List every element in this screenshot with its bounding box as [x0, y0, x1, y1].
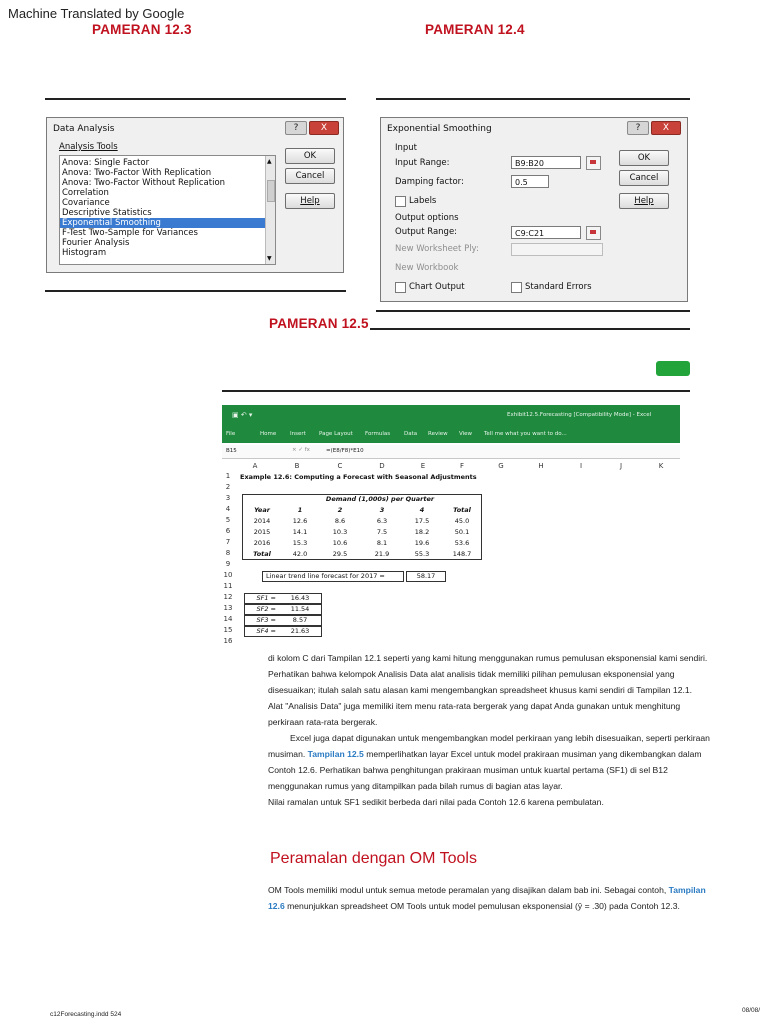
- column-header[interactable]: E: [420, 462, 426, 470]
- column-header[interactable]: C: [337, 462, 343, 470]
- excel-window: [222, 405, 680, 650]
- standard-errors-label: Standard Errors: [525, 282, 592, 292]
- text-span: musiman.: [268, 749, 308, 759]
- tab-view[interactable]: View: [459, 431, 473, 437]
- cell[interactable]: 53.6: [454, 539, 470, 547]
- analysis-tools-label: Analysis Tools: [59, 142, 118, 152]
- range-collapse-icon[interactable]: [586, 156, 601, 170]
- row-header[interactable]: 2: [225, 483, 231, 491]
- analysis-tools-list[interactable]: [59, 155, 276, 265]
- exhibit-12-3-title: PAMERAN 12.3: [92, 22, 192, 37]
- text-line: [268, 898, 743, 914]
- input-group-label: Input: [395, 143, 418, 153]
- column-header[interactable]: A: [252, 462, 258, 470]
- divider: [376, 310, 690, 312]
- green-button[interactable]: [656, 361, 690, 376]
- list-item[interactable]: F-Test Two-Sample for Variances: [62, 228, 198, 238]
- scroll-thumb[interactable]: [267, 180, 275, 202]
- row-header[interactable]: 8: [225, 549, 231, 557]
- list-item[interactable]: Fourier Analysis: [62, 238, 130, 248]
- column-header[interactable]: I: [579, 462, 583, 470]
- row-header[interactable]: 5: [225, 516, 231, 524]
- cell[interactable]: 8.6: [334, 517, 346, 525]
- exhibit-12-6-link[interactable]: 12.6: [268, 901, 285, 911]
- cell[interactable]: 16.43: [290, 594, 310, 602]
- cell[interactable]: Example 12.6: Computing a Forecast with Seasonal Adjustments: [240, 473, 477, 481]
- column-header[interactable]: D: [379, 462, 385, 470]
- text-line: di kolom C dari Tampilan 12.1 seperti yang kami hitung menggunakan rumus pemulusan eksponensial kami sendiri.: [268, 653, 708, 663]
- cell[interactable]: 10.6: [332, 539, 348, 547]
- row-header[interactable]: 6: [225, 527, 231, 535]
- output-range-field[interactable]: C9:C21: [511, 226, 581, 239]
- tell-me-search[interactable]: Tell me what you want to do...: [484, 431, 567, 437]
- standard-errors-checkbox[interactable]: [511, 282, 522, 293]
- paragraph-1: [268, 650, 743, 810]
- help-title-button[interactable]: ?: [627, 121, 649, 135]
- help-title-button[interactable]: ?: [285, 121, 307, 135]
- column-header[interactable]: K: [658, 462, 664, 470]
- range-collapse-icon[interactable]: [586, 226, 601, 240]
- cell[interactable]: 8.57: [292, 616, 308, 624]
- ok-button[interactable]: OK: [619, 150, 669, 166]
- row-header[interactable]: 10: [223, 571, 233, 579]
- new-worksheet-field[interactable]: [511, 243, 603, 256]
- data-analysis-dialog: [46, 117, 344, 273]
- text-line: [268, 882, 743, 898]
- text-line: [268, 746, 743, 762]
- cell[interactable]: SF3 =: [256, 616, 276, 624]
- text-span: menunjukkan spreadsheet OM Tools untuk model pemulusan eksponensial (ŷ = .30) pada Contoh 12.3.: [284, 901, 680, 911]
- row-header[interactable]: 11: [223, 582, 233, 590]
- divider: [222, 390, 690, 392]
- cell[interactable]: SF1 =: [256, 594, 276, 602]
- cell[interactable]: 29.5: [332, 550, 348, 558]
- scroll-down-icon[interactable]: ▼: [267, 255, 272, 262]
- cell[interactable]: 6.3: [376, 517, 388, 525]
- tab-formulas[interactable]: Formulas: [365, 431, 391, 437]
- row-header[interactable]: 1: [225, 472, 231, 480]
- list-item[interactable]: Descriptive Statistics: [62, 208, 152, 218]
- cell[interactable]: 21.9: [374, 550, 390, 558]
- cell[interactable]: Total: [453, 506, 471, 514]
- divider: [45, 290, 346, 292]
- tab-file[interactable]: File: [226, 431, 236, 437]
- text-line: Excel juga dapat digunakan untuk mengembangkan model perkiraan yang lebih disesuaikan, seperti perkiraan: [290, 733, 710, 743]
- window-title: Exhibit12.5.Forecasting [Compatibility Mode] - Excel: [507, 412, 652, 418]
- cell[interactable]: 18.2: [414, 528, 430, 536]
- text-line: disesuaikan; itulah salah satu alasan kami mengembangkan spreadsheet khusus kami sendiri di Tampilan 12.1.: [268, 685, 693, 695]
- formula-fx-icon: × ✓ fx: [292, 447, 310, 453]
- list-item[interactable]: Histogram: [62, 248, 107, 258]
- text-line: menggunakan rumus yang ditampilkan pada bilah rumus di bagian atas layar.: [268, 781, 563, 791]
- cell[interactable]: 42.0: [292, 550, 308, 558]
- text-line: Nilai ramalan untuk SF1 sedikit berbeda dari nilai pada Contoh 12.6 karena pembulatan.: [268, 797, 604, 807]
- labels-checkbox[interactable]: [395, 196, 406, 207]
- row-header[interactable]: 12: [223, 593, 233, 601]
- row-header[interactable]: 16: [223, 637, 233, 645]
- exhibit-12-5-title: PAMERAN 12.5: [269, 316, 369, 331]
- dialog-title: Data Analysis: [53, 124, 115, 134]
- row-header[interactable]: 15: [223, 626, 233, 634]
- exhibit-12-5-link[interactable]: Tampilan 12.5: [307, 749, 364, 759]
- help-button[interactable]: [285, 193, 335, 209]
- formula-bar: [222, 445, 680, 459]
- divider: [376, 98, 690, 100]
- divider: [370, 328, 690, 330]
- tab-data[interactable]: Data: [404, 431, 418, 437]
- cell[interactable]: 55.3: [414, 550, 430, 558]
- exponential-smoothing-dialog: [380, 117, 688, 302]
- cell[interactable]: 2014: [253, 517, 271, 525]
- cell[interactable]: SF2 =: [256, 605, 276, 613]
- damping-factor-label: Damping factor:: [395, 177, 464, 187]
- damping-factor-field[interactable]: 0.5: [511, 175, 549, 188]
- cell[interactable]: 7.5: [376, 528, 388, 536]
- footer-date: 08/08/: [742, 1007, 761, 1014]
- row-header[interactable]: 13: [223, 604, 233, 612]
- cell[interactable]: 4: [419, 506, 425, 514]
- cell[interactable]: 2016: [253, 539, 271, 547]
- cell[interactable]: Demand (1,000s) per Quarter: [325, 495, 435, 503]
- cell[interactable]: 10.3: [332, 528, 348, 536]
- column-header[interactable]: G: [498, 462, 504, 470]
- list-item[interactable]: Anova: Two-Factor Without Replication: [62, 178, 226, 188]
- cell[interactable]: 15.3: [292, 539, 308, 547]
- cell[interactable]: 45.0: [454, 517, 470, 525]
- text-line: Contoh 12.6. Perhatikan bahwa penghitungan prakiraan musiman untuk kuartal pertama (SF1) di sel B12: [268, 765, 668, 775]
- exhibit-12-4-title: PAMERAN 12.4: [425, 22, 525, 37]
- text-line: Alat "Analisis Data" juga memiliki item menu rata-rata bergerak yang dapat Anda gunakan untuk menghitung: [268, 701, 681, 711]
- cell[interactable]: 3: [379, 506, 385, 514]
- cell[interactable]: 11.54: [290, 605, 310, 613]
- cell[interactable]: 2: [337, 506, 343, 514]
- cell[interactable]: 50.1: [454, 528, 470, 536]
- new-workbook-label: New Workbook: [395, 263, 459, 273]
- text-span: memperlihatkan layar Excel untuk model prakiraan musiman yang dikembangkan dalam: [363, 749, 702, 759]
- divider: [45, 98, 346, 100]
- tab-home[interactable]: Home: [260, 431, 277, 437]
- help-label: Help: [300, 196, 320, 206]
- text-line: perkiraan rata-rata bergerak.: [268, 717, 378, 727]
- row-header[interactable]: 9: [225, 560, 231, 568]
- list-item[interactable]: Correlation: [62, 188, 109, 198]
- chart-output-label: Chart Output: [409, 282, 465, 292]
- cell[interactable]: 12.6: [292, 517, 308, 525]
- dialog-title: Exponential Smoothing: [387, 124, 492, 134]
- row-header[interactable]: 3: [225, 494, 231, 502]
- list-item[interactable]: Anova: Single Factor: [62, 158, 150, 168]
- ok-button[interactable]: OK: [285, 148, 335, 164]
- cell[interactable]: 19.6: [414, 539, 430, 547]
- output-options-label: Output options: [395, 213, 459, 223]
- footer-filename: c12Forecasting.indd 524: [50, 1011, 122, 1018]
- cell[interactable]: 2015: [253, 528, 271, 536]
- input-range-label: Input Range:: [395, 158, 450, 168]
- list-item[interactable]: Anova: Two-Factor With Replication: [62, 168, 212, 178]
- help-button[interactable]: [619, 193, 669, 209]
- cell[interactable]: 1: [297, 506, 303, 514]
- tab-review[interactable]: Review: [428, 431, 448, 437]
- cell[interactable]: 17.5: [414, 517, 430, 525]
- cancel-button[interactable]: Cancel: [619, 170, 669, 186]
- text-span: OM Tools memiliki modul untuk semua metode peramalan yang disajikan dalam bab ini. Sebagai contoh,: [268, 885, 669, 895]
- cell[interactable]: SF4 =: [256, 627, 276, 635]
- cancel-button[interactable]: Cancel: [285, 168, 335, 184]
- column-header[interactable]: H: [538, 462, 544, 470]
- paragraph-4: [268, 882, 743, 914]
- machine-translated-label: Machine Translated by Google: [8, 6, 185, 21]
- cell[interactable]: 14.1: [292, 528, 308, 536]
- column-header[interactable]: J: [619, 462, 623, 470]
- list-item[interactable]: Covariance: [62, 198, 110, 208]
- chart-output-checkbox[interactable]: [395, 282, 406, 293]
- cell[interactable]: 148.7: [452, 550, 472, 558]
- row-header[interactable]: 7: [225, 538, 231, 546]
- labels-label: Labels: [409, 196, 437, 206]
- column-header[interactable]: B: [294, 462, 300, 470]
- tab-page-layout[interactable]: Page Layout: [319, 431, 353, 437]
- input-range-field[interactable]: B9:B20: [511, 156, 581, 169]
- cell[interactable]: Linear trend line forecast for 2017 =: [266, 572, 385, 580]
- save-icon[interactable]: ▣ ↶ ▾: [232, 411, 253, 419]
- name-box[interactable]: B15: [226, 448, 237, 454]
- tab-insert[interactable]: Insert: [290, 431, 306, 437]
- scroll-up-icon[interactable]: ▲: [267, 158, 272, 165]
- excel-ribbon: [222, 425, 680, 443]
- cell[interactable]: 21.63: [290, 627, 310, 635]
- cell[interactable]: 8.1: [376, 539, 388, 547]
- new-worksheet-label: New Worksheet Ply:: [395, 244, 479, 254]
- row-header[interactable]: 4: [225, 505, 231, 513]
- excel-title-bar: [222, 405, 680, 425]
- output-range-label: Output Range:: [395, 227, 458, 237]
- cell[interactable]: 58.17: [416, 572, 436, 580]
- list-item[interactable]: Exponential Smoothing: [60, 218, 275, 228]
- formula-input[interactable]: =(E8/F8)*E10: [326, 448, 364, 454]
- cell[interactable]: Total: [253, 550, 271, 558]
- close-icon[interactable]: X: [309, 121, 339, 135]
- scrollbar[interactable]: [265, 156, 275, 264]
- cell[interactable]: Year: [254, 506, 270, 514]
- text-line: Perhatikan bahwa kelompok Analisis Data alat analisis tidak memiliki pilihan pemulusan eksponensial yang: [268, 669, 675, 679]
- help-label: Help: [634, 196, 654, 206]
- row-header[interactable]: 14: [223, 615, 233, 623]
- section-heading: Peramalan dengan OM Tools: [270, 850, 477, 867]
- column-header[interactable]: F: [459, 462, 465, 470]
- exhibit-12-6-link[interactable]: Tampilan: [668, 885, 706, 895]
- close-icon[interactable]: X: [651, 121, 681, 135]
